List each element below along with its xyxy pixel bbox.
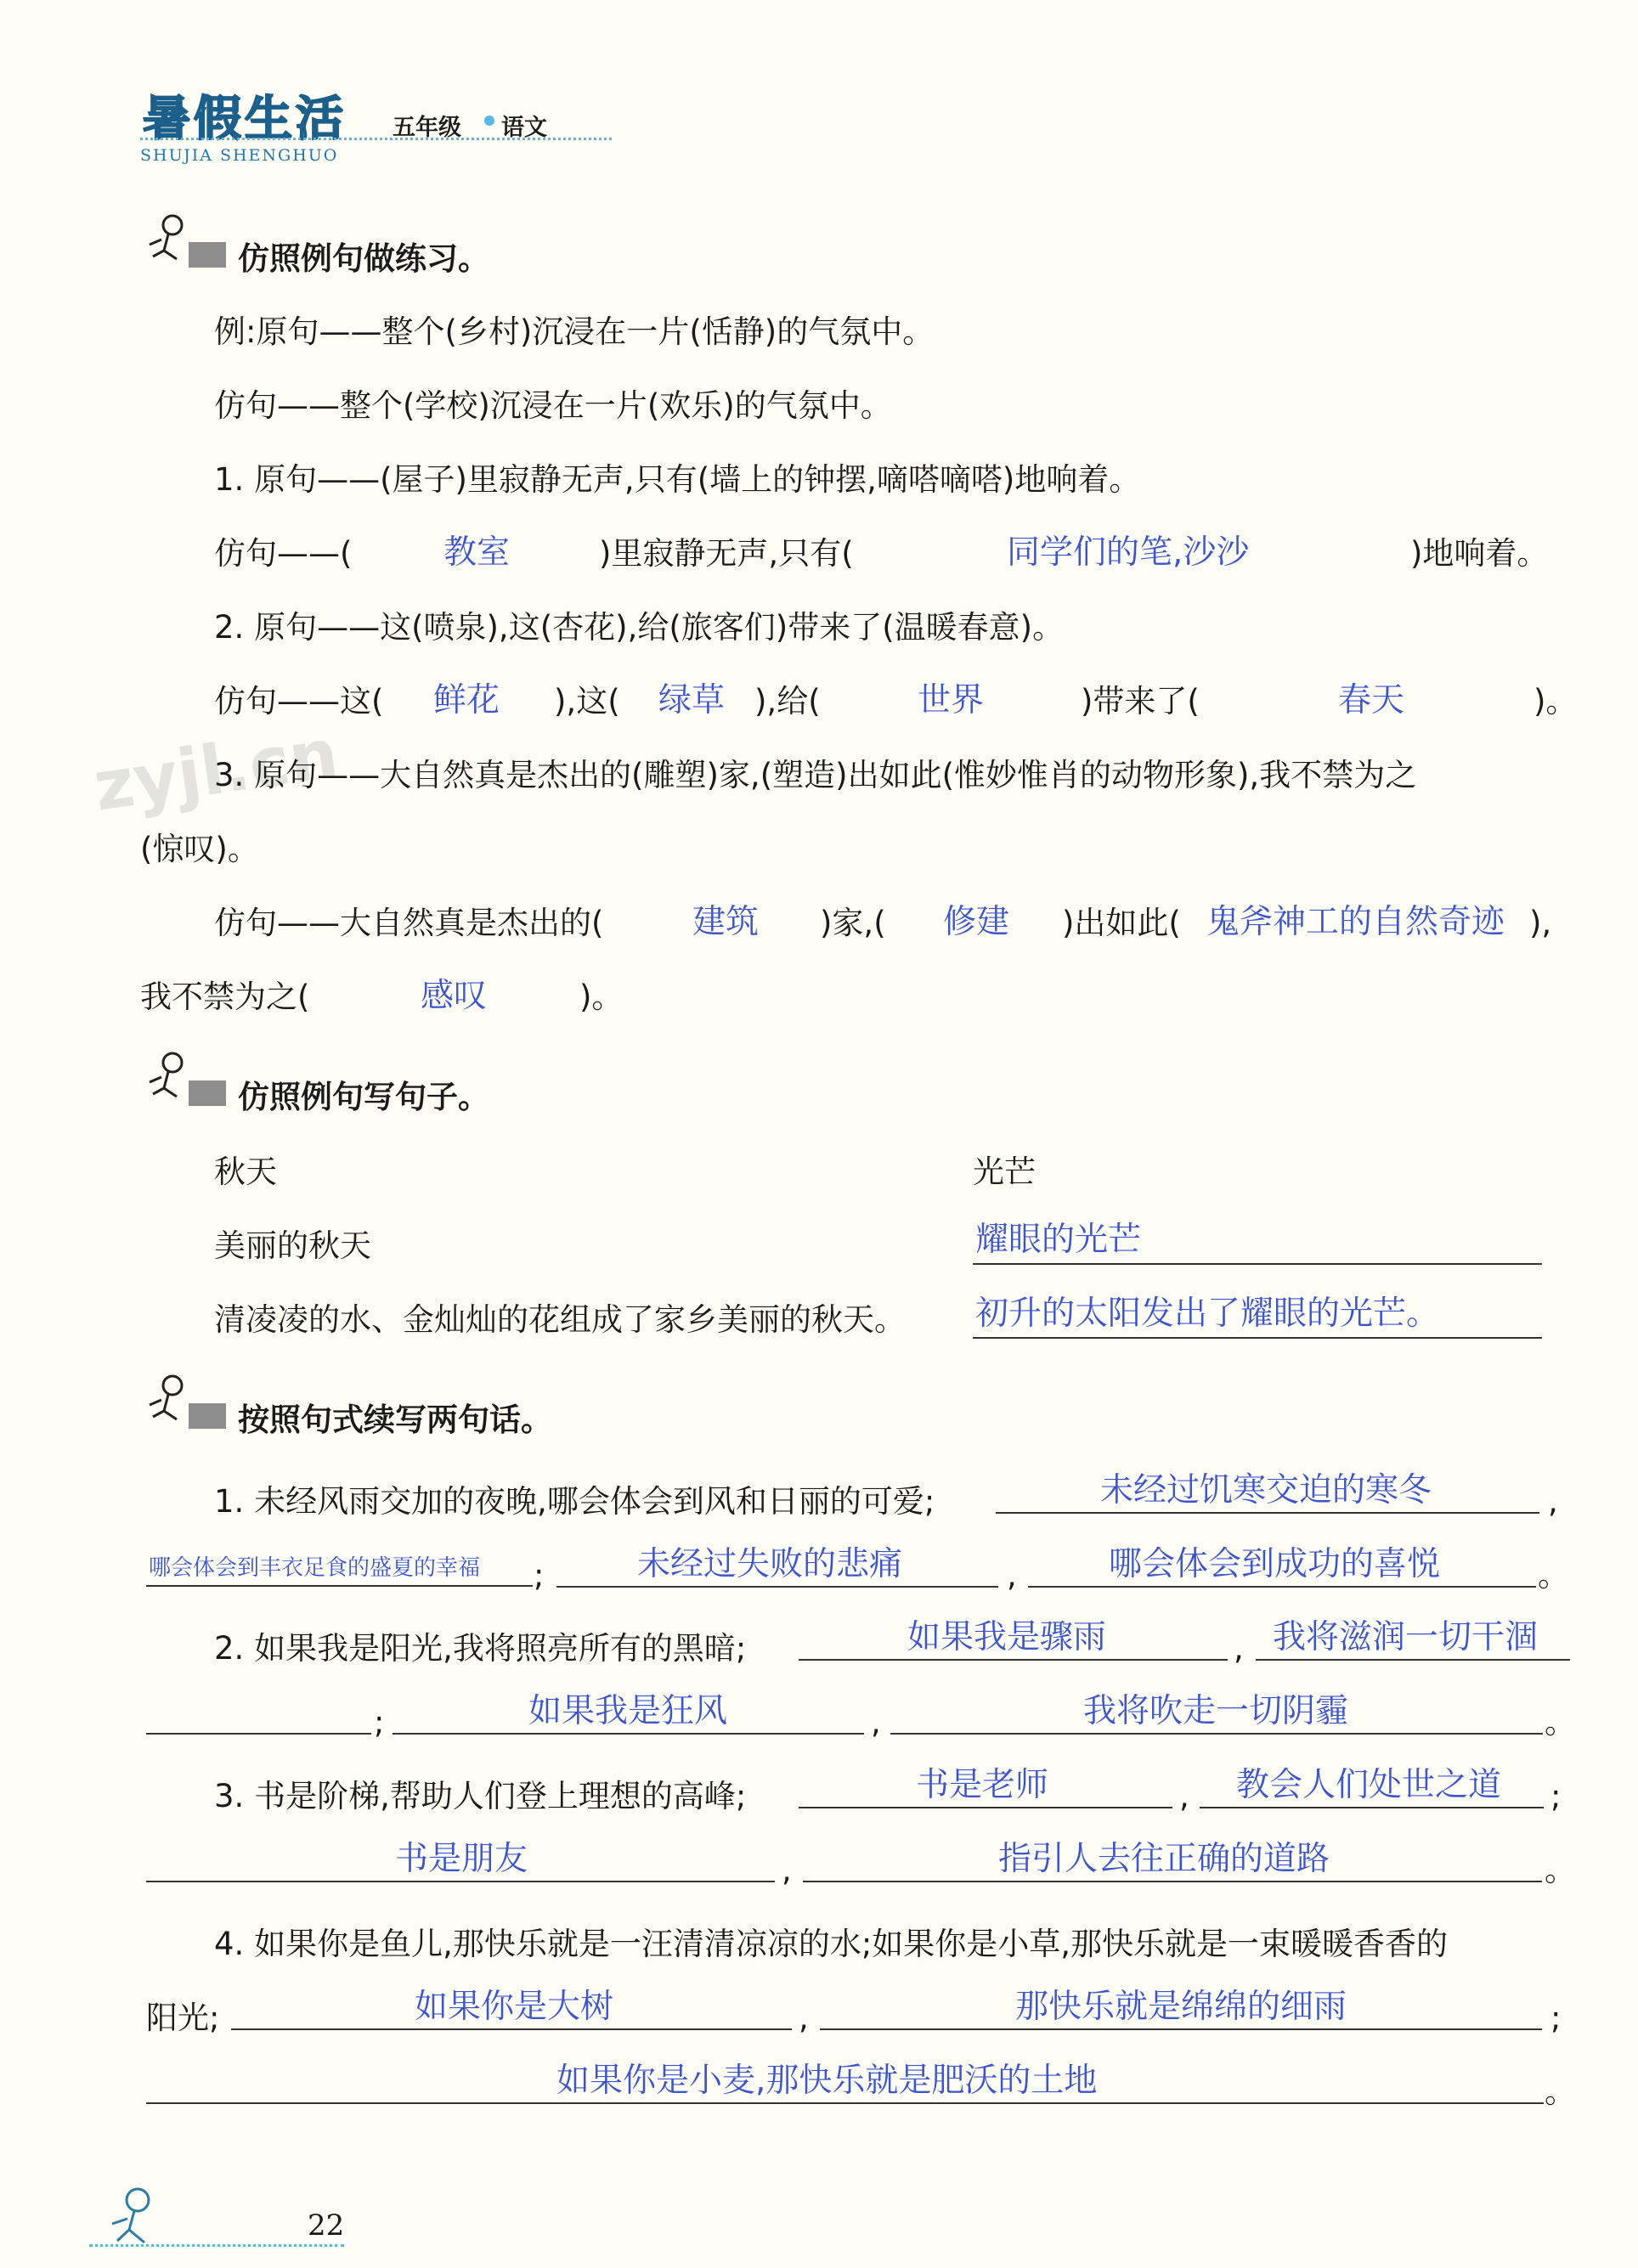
q3-mid-1: )家,(	[820, 905, 886, 941]
s2-left-3: 清凌凌的水、金灿灿的花组成了家乡美丽的秋天。	[214, 1301, 906, 1338]
comma: ,	[1179, 1778, 1189, 1814]
s3-q4-line-3	[146, 2102, 1544, 2104]
s3-q2-line-1	[799, 1659, 1228, 1661]
q2-mid-3: )带来了(	[1081, 683, 1200, 719]
period: 。	[1545, 1704, 1576, 1740]
s3-q4-text-line2: 阳光;	[146, 2000, 220, 2036]
q3-answer-1: 建筑	[692, 903, 760, 941]
footer-kid-icon	[85, 2183, 178, 2251]
comma: ,	[1234, 1630, 1244, 1667]
s2-right-3: 初升的太阳发出了耀眼的光芒。	[975, 1295, 1440, 1333]
s3-q3-answer-4: 指引人去往正确的道路	[998, 1840, 1330, 1878]
q1-mid: )里寂静无声,只有(	[599, 535, 854, 572]
q3-answer-3: 鬼斧神工的自然奇迹	[1206, 903, 1505, 941]
q2-original: 2. 原句——这(喷泉),这(杏花),给(旅客们)带来了(温暖春意)。	[214, 609, 1065, 646]
q1-answer-1: 教室	[443, 533, 511, 572]
s3-q2-answer-4: 我将吹走一切阴霾	[1083, 1692, 1349, 1730]
q3-original-line2: (惊叹)。	[140, 831, 259, 867]
q1-original: 1. 原句——(屋子)里寂静无声,只有(墙上的钟摆,嘀嗒嘀嗒)地响着。	[214, 461, 1141, 498]
s3-q2-answer-3: 如果我是狂风	[528, 1692, 728, 1730]
s3-q4-line-1	[231, 2028, 792, 2030]
section2-title: 仿照例句写句子。	[238, 1079, 489, 1115]
header-subject: 语文	[501, 115, 547, 141]
q3-answer-2: 修建	[943, 903, 1010, 941]
s3-q1-line-2	[146, 1585, 533, 1587]
page-number: 22	[308, 2209, 345, 2243]
comma: ,	[871, 1704, 881, 1740]
semicolon: ;	[374, 1704, 385, 1740]
q1-prefix: 仿句——(	[214, 535, 353, 572]
header-logo: 暑假生活	[143, 92, 347, 147]
period: 。	[1545, 1852, 1576, 1888]
s3-q3-line-4	[803, 1881, 1542, 1882]
q3-original-line1: 3. 原句——大自然真是杰出的(雕塑)家,(塑造)出如此(惟妙惟肖的动物形象),我不禁为之	[214, 757, 1417, 793]
s2-right-1: 光芒	[973, 1154, 1036, 1190]
comma: ,	[1007, 1557, 1017, 1594]
s3-q3-line-1	[799, 1807, 1172, 1808]
section3-title: 按照句式续写两句话。	[238, 1402, 552, 1438]
section-marker	[189, 242, 226, 268]
q3-end-1: ),	[1529, 905, 1552, 941]
period: 。	[1545, 2073, 1576, 2110]
s3-q2-line-2	[1256, 1659, 1570, 1661]
q3-answer-4: 感叹	[421, 977, 488, 1015]
dot-separator	[484, 116, 494, 126]
s3-q2-line-3	[146, 1733, 371, 1735]
s3-q2-text: 2. 如果我是阳光,我将照亮所有的黑暗;	[214, 1630, 747, 1667]
s2-left-2: 美丽的秋天	[214, 1227, 371, 1264]
comma: ,	[782, 1852, 792, 1888]
s3-q3-line-2	[1200, 1807, 1544, 1808]
q3-line2-prefix: 我不禁为之(	[140, 979, 310, 1015]
s3-q1-answer-2: 哪会体会到丰衣足食的盛夏的幸福	[149, 1555, 481, 1581]
s2-right-2: 耀眼的光芒	[975, 1221, 1142, 1259]
s3-q2-answer-2: 我将滋润一切干涸	[1273, 1618, 1539, 1656]
header-grade: 五年级	[393, 115, 461, 141]
example-original: 例:原句——整个(乡村)沉浸在一片(恬静)的气氛中。	[214, 313, 935, 350]
s3-q1-answer-4: 哪会体会到成功的喜悦	[1109, 1545, 1441, 1583]
q2-prefix: 仿句——这(	[214, 683, 384, 719]
s3-q3-answer-3: 书是朋友	[395, 1840, 528, 1878]
q1-end: )地响着。	[1410, 535, 1549, 572]
s3-q4-answer-2: 那快乐就是绵绵的细雨	[1015, 1988, 1347, 2026]
semicolon: ;	[1550, 1778, 1562, 1814]
section-marker	[189, 1080, 226, 1106]
footer-dotted-line	[89, 2244, 344, 2247]
q3-line2-end: )。	[579, 979, 624, 1015]
comma: ,	[799, 2000, 809, 2036]
s3-q2-line-4	[393, 1733, 864, 1735]
s3-q2-line-5	[890, 1733, 1543, 1735]
q1-answer-2: 同学们的笔,沙沙	[1007, 533, 1250, 572]
q2-mid-2: ),给(	[754, 683, 821, 719]
period: 。	[1538, 1557, 1569, 1594]
q2-answer-3: 世界	[918, 681, 985, 719]
s3-q3-answer-1: 书是老师	[916, 1766, 1049, 1804]
comma: ,	[1548, 1483, 1558, 1520]
s3-q4-text-line1: 4. 如果你是鱼儿,那快乐就是一汪清清凉凉的水;如果你是小草,那快乐就是一束暖暖香香的	[214, 1926, 1449, 1962]
s3-q2-answer-1: 如果我是骤雨	[907, 1618, 1107, 1656]
s3-q1-line-3	[556, 1586, 998, 1588]
q3-mid-2: )出如此(	[1062, 905, 1181, 941]
q2-mid-1: ),这(	[554, 683, 620, 719]
q3-prefix: 仿句——大自然真是杰出的(	[214, 905, 604, 941]
watermark: zyjl.cn	[88, 714, 343, 827]
semicolon: ;	[534, 1557, 545, 1594]
s3-q1-answer-3: 未经过失败的悲痛	[637, 1545, 903, 1583]
q2-answer-4: 春天	[1338, 681, 1405, 719]
section-marker	[189, 1403, 226, 1429]
s3-q1-line-4	[1028, 1586, 1536, 1588]
s3-q4-answer-3: 如果你是小麦,那快乐就是肥沃的土地	[556, 2062, 1098, 2100]
semicolon: ;	[1550, 2000, 1562, 2036]
section1-title: 仿照例句做练习。	[238, 240, 489, 277]
header-dotted-line	[140, 138, 612, 140]
s3-q4-answer-1: 如果你是大树	[415, 1988, 614, 2026]
s3-q1-answer-1: 未经过饥寒交迫的寒冬	[1100, 1471, 1432, 1509]
s2-left-1: 秋天	[214, 1154, 277, 1190]
s3-q3-text: 3. 书是阶梯,帮助人们登上理想的高峰;	[214, 1778, 747, 1814]
q2-answer-2: 绿草	[658, 681, 726, 719]
q2-end: )。	[1534, 683, 1578, 719]
s3-q1-text: 1. 未经风雨交加的夜晚,哪会体会到风和日丽的可爱;	[214, 1483, 935, 1520]
s2-answer-line-2	[973, 1337, 1542, 1339]
example-imitation: 仿句——整个(学校)沉浸在一片(欢乐)的气氛中。	[214, 387, 892, 424]
s3-q4-line-2	[820, 2028, 1542, 2030]
q2-answer-1: 鲜花	[433, 681, 500, 719]
header-pinyin: SHUJIA SHENGHUO	[140, 146, 339, 165]
s3-q3-answer-2: 教会人们处世之道	[1236, 1766, 1502, 1804]
s3-q3-line-3	[146, 1881, 775, 1882]
s3-q1-line-1	[996, 1512, 1539, 1514]
s2-answer-line-1	[973, 1263, 1542, 1265]
